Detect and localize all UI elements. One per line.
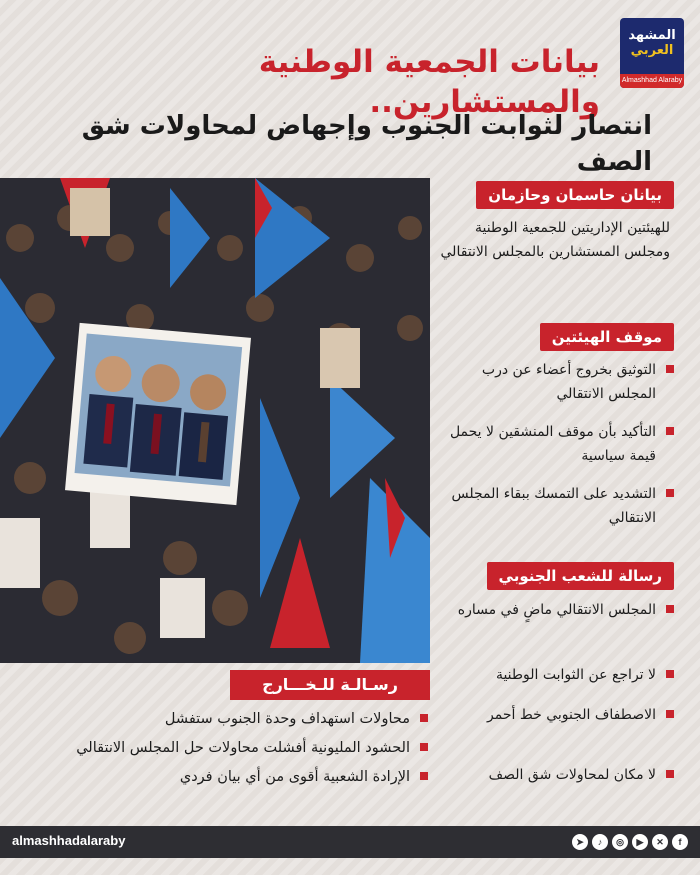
list-item: [438, 663, 674, 687]
bullet-square: [666, 605, 674, 613]
facebook-icon[interactable]: f: [672, 834, 688, 850]
footer-bar: [0, 826, 700, 858]
bullet-square: [666, 770, 674, 778]
youtube-icon[interactable]: ▶: [632, 834, 648, 850]
list-item-text: لا مكان لمحاولات شق الصف: [488, 767, 656, 783]
list-item-text: الإرادة الشعبية أقوى من أي بيان فردي: [179, 769, 410, 785]
tiktok-icon[interactable]: ♪: [592, 834, 608, 850]
bullet-square: [420, 772, 428, 780]
twitter-icon[interactable]: ✕: [652, 834, 668, 850]
bullet-square: [420, 714, 428, 722]
page-title: بيانات الجمعية الوطنية والمستشارين..: [258, 44, 600, 120]
list-item: [438, 358, 674, 406]
section-header-statements: بيانان حاسمان وحازمان: [476, 181, 674, 209]
list-item: [438, 703, 674, 727]
telegram-icon[interactable]: ➤: [572, 834, 588, 850]
logo-line1: المشهد: [628, 28, 676, 43]
rally-photo-illustration: [0, 178, 430, 663]
list-item-text: التوثيق بخروج أعضاء عن درب المجلس الانتقالي: [481, 362, 656, 402]
list-item-text: الاصطفاف الجنوبي خط أحمر: [487, 707, 656, 723]
section-header-message-south: رسالة للشعب الجنوبي: [487, 562, 674, 590]
brand-logo: [620, 18, 684, 88]
list-item: [438, 420, 674, 468]
list-item-text: محاولات استهداف وحدة الجنوب ستفشل: [164, 711, 410, 727]
logo-domain: Almashhad Alaraby: [620, 74, 684, 88]
bullet-square: [666, 427, 674, 435]
list-item-text: التأكيد بأن موقف المنشقين لا يحمل قيمة سياسية: [449, 424, 656, 464]
logo-line2: العربي: [630, 43, 674, 58]
list-item: [128, 708, 428, 730]
page-subtitle: انتصار لثوابت الجنوب وإجهاض لمحاولات شق الصف: [81, 111, 652, 177]
bullet-square: [666, 365, 674, 373]
list-item-text: المجلس الانتقالي ماضٍ في مساره: [457, 602, 656, 618]
instagram-icon[interactable]: ◎: [612, 834, 628, 850]
bullet-square: [666, 710, 674, 718]
list-item-text: التشديد على التمسك ببقاء المجلس الانتقالي: [451, 486, 656, 526]
list-item: [128, 766, 428, 788]
list-item: [438, 598, 674, 622]
section-header-outside: رسـالـة للـخـــارج: [230, 670, 430, 700]
bullet-square: [666, 489, 674, 497]
footer-site[interactable]: almashhadalaraby: [12, 833, 126, 848]
list-item: [438, 763, 674, 787]
bullet-square: [666, 670, 674, 678]
section-text-statements: للهيئتين الإداريتين للجمعية الوطنية ومجلس المستشارين بالمجلس الانتقالي: [440, 220, 670, 260]
bullet-square: [420, 743, 428, 751]
section-header-position: موقف الهيئتين: [540, 323, 674, 351]
list-item-text: الحشود المليونية أفشلت محاولات حل المجلس الانتقالي: [76, 740, 410, 756]
list-item-text: لا تراجع عن الثوابت الوطنية: [495, 667, 656, 683]
list-item: [8, 737, 428, 759]
social-icons: [572, 834, 688, 850]
list-item: [438, 482, 674, 530]
rally-photo: [0, 178, 430, 663]
